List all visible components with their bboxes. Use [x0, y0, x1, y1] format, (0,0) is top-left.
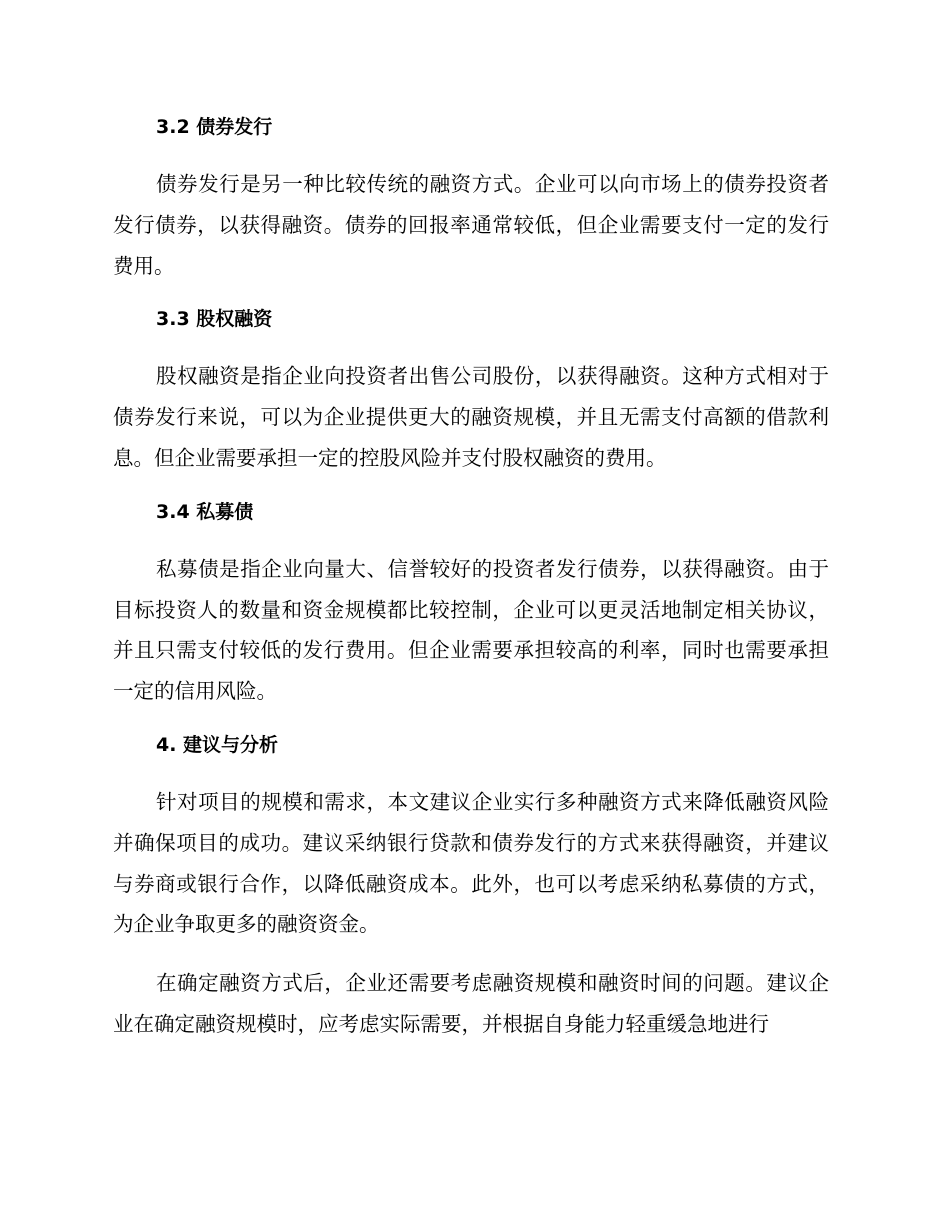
- paragraph-private-placement-bond: 私募债是指企业向量大、信誉较好的投资者发行债券，以获得融资。由于目标投资人的数量和资金规模都比较控制，企业可以更灵活地制定相关协议，并且只需支付较低的发行费用。但企业需要承担较高的利率，同时也需要承担一定的信用风险。: [113, 556, 829, 704]
- section-heading-4: 4. 建议与分析: [156, 733, 279, 756]
- paragraph-recommendation: 针对项目的规模和需求，本文建议企业实行多种融资方式来降低融资风险并确保项目的成功。建议采纳银行贷款和债券发行的方式来获得融资，并建议与券商或银行合作，以降低融资成本。此外，也可以考虑采纳私募债的方式，为企业争取更多的融资资金。: [113, 789, 829, 937]
- paragraph-equity-financing: 股权融资是指企业向投资者出售公司股份，以获得融资。这种方式相对于债券发行来说，可以为企业提供更大的融资规模，并且无需支付高额的借款利息。但企业需要承担一定的控股风险并支付股权融资的费用。: [113, 364, 829, 470]
- section-heading-3-2: 3.2 债券发行: [156, 116, 273, 138]
- document-page: [113, 112, 829, 1045]
- paragraph-bond-issuance: 债券发行是另一种比较传统的融资方式。企业可以向市场上的债券投资者发行债券，以获得融资。债券的回报率通常较低，但企业需要支付一定的发行费用。: [113, 172, 829, 278]
- paragraph-financing-scale: 在确定融资方式后，企业还需要考虑融资规模和融资时间的问题。建议企业在确定融资规模时，应考虑实际需要，并根据自身能力轻重缓急地进行: [113, 971, 829, 1036]
- section-heading-3-3: 3.3 股权融资: [156, 308, 273, 331]
- section-heading-3-4: 3.4 私募债: [156, 500, 254, 523]
